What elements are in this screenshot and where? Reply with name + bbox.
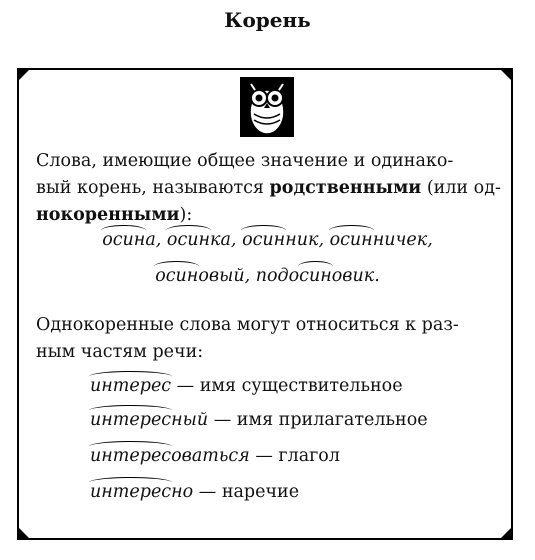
parts-line-2: ным частям речи: xyxy=(36,342,204,362)
word-example xyxy=(167,230,242,250)
word-ending: овый, xyxy=(198,266,256,286)
definition-paragraph xyxy=(36,148,502,229)
word-example xyxy=(242,230,330,250)
root-mark: интерес xyxy=(90,376,172,396)
definition-text: ): xyxy=(179,205,193,225)
root-mark: интерес xyxy=(90,410,172,430)
parts-of-speech-paragraph xyxy=(36,312,502,366)
example-adjective xyxy=(90,410,428,430)
owl-icon xyxy=(239,76,295,138)
definition-line-2 xyxy=(36,175,502,202)
root-mark: интерес xyxy=(90,482,172,502)
word-examples-line-1 xyxy=(0,230,535,250)
word-ending: овик. xyxy=(331,266,380,286)
part-of-speech-label: — имя прилагательное xyxy=(208,410,428,430)
word-example xyxy=(102,230,167,250)
word-prefix: подо xyxy=(255,266,300,286)
corner-ornament-bl xyxy=(17,526,31,540)
word-examples-line-2 xyxy=(0,266,535,286)
word-ending: ный xyxy=(171,410,209,430)
word-example xyxy=(155,266,256,286)
term-related: родственными xyxy=(269,178,422,198)
parts-line-1: Однокоренные слова могут относиться к раз- xyxy=(36,315,459,335)
root-mark: осин xyxy=(155,266,199,286)
page-title: Корень xyxy=(224,8,311,32)
corner-ornament-tl xyxy=(17,68,31,82)
content-frame xyxy=(17,68,513,540)
root-mark: син xyxy=(299,266,332,286)
term-cognate: нокоренными xyxy=(36,205,180,225)
root-mark: осин xyxy=(166,230,211,250)
word-ending: но xyxy=(171,482,194,502)
example-noun xyxy=(90,376,403,396)
part-of-speech-label: — глагол xyxy=(249,446,340,466)
example-verb xyxy=(90,446,340,466)
definition-text: вый корень, называются xyxy=(36,178,270,198)
part-of-speech-label: — имя существительное xyxy=(171,376,403,396)
corner-ornament-tr xyxy=(499,68,513,82)
root-mark: осин xyxy=(102,230,146,250)
root-mark: осин xyxy=(329,230,373,250)
example-adverb xyxy=(90,482,299,502)
word-ending: ка, xyxy=(210,230,243,250)
definition-text: (или од- xyxy=(421,178,501,198)
part-of-speech-label: — наречие xyxy=(193,482,300,502)
word-ending: оваться xyxy=(171,446,250,466)
word-ending: а, xyxy=(145,230,167,250)
root-mark: интерес xyxy=(90,446,172,466)
word-example xyxy=(330,230,433,250)
corner-ornament-br xyxy=(499,526,513,540)
definition-line-1: Слова, имеющие общее значение и одинако- xyxy=(36,151,454,171)
root-mark: осин xyxy=(242,230,286,250)
word-ending: ник, xyxy=(285,230,330,250)
word-example xyxy=(256,266,380,286)
word-ending: ничек, xyxy=(372,230,433,250)
